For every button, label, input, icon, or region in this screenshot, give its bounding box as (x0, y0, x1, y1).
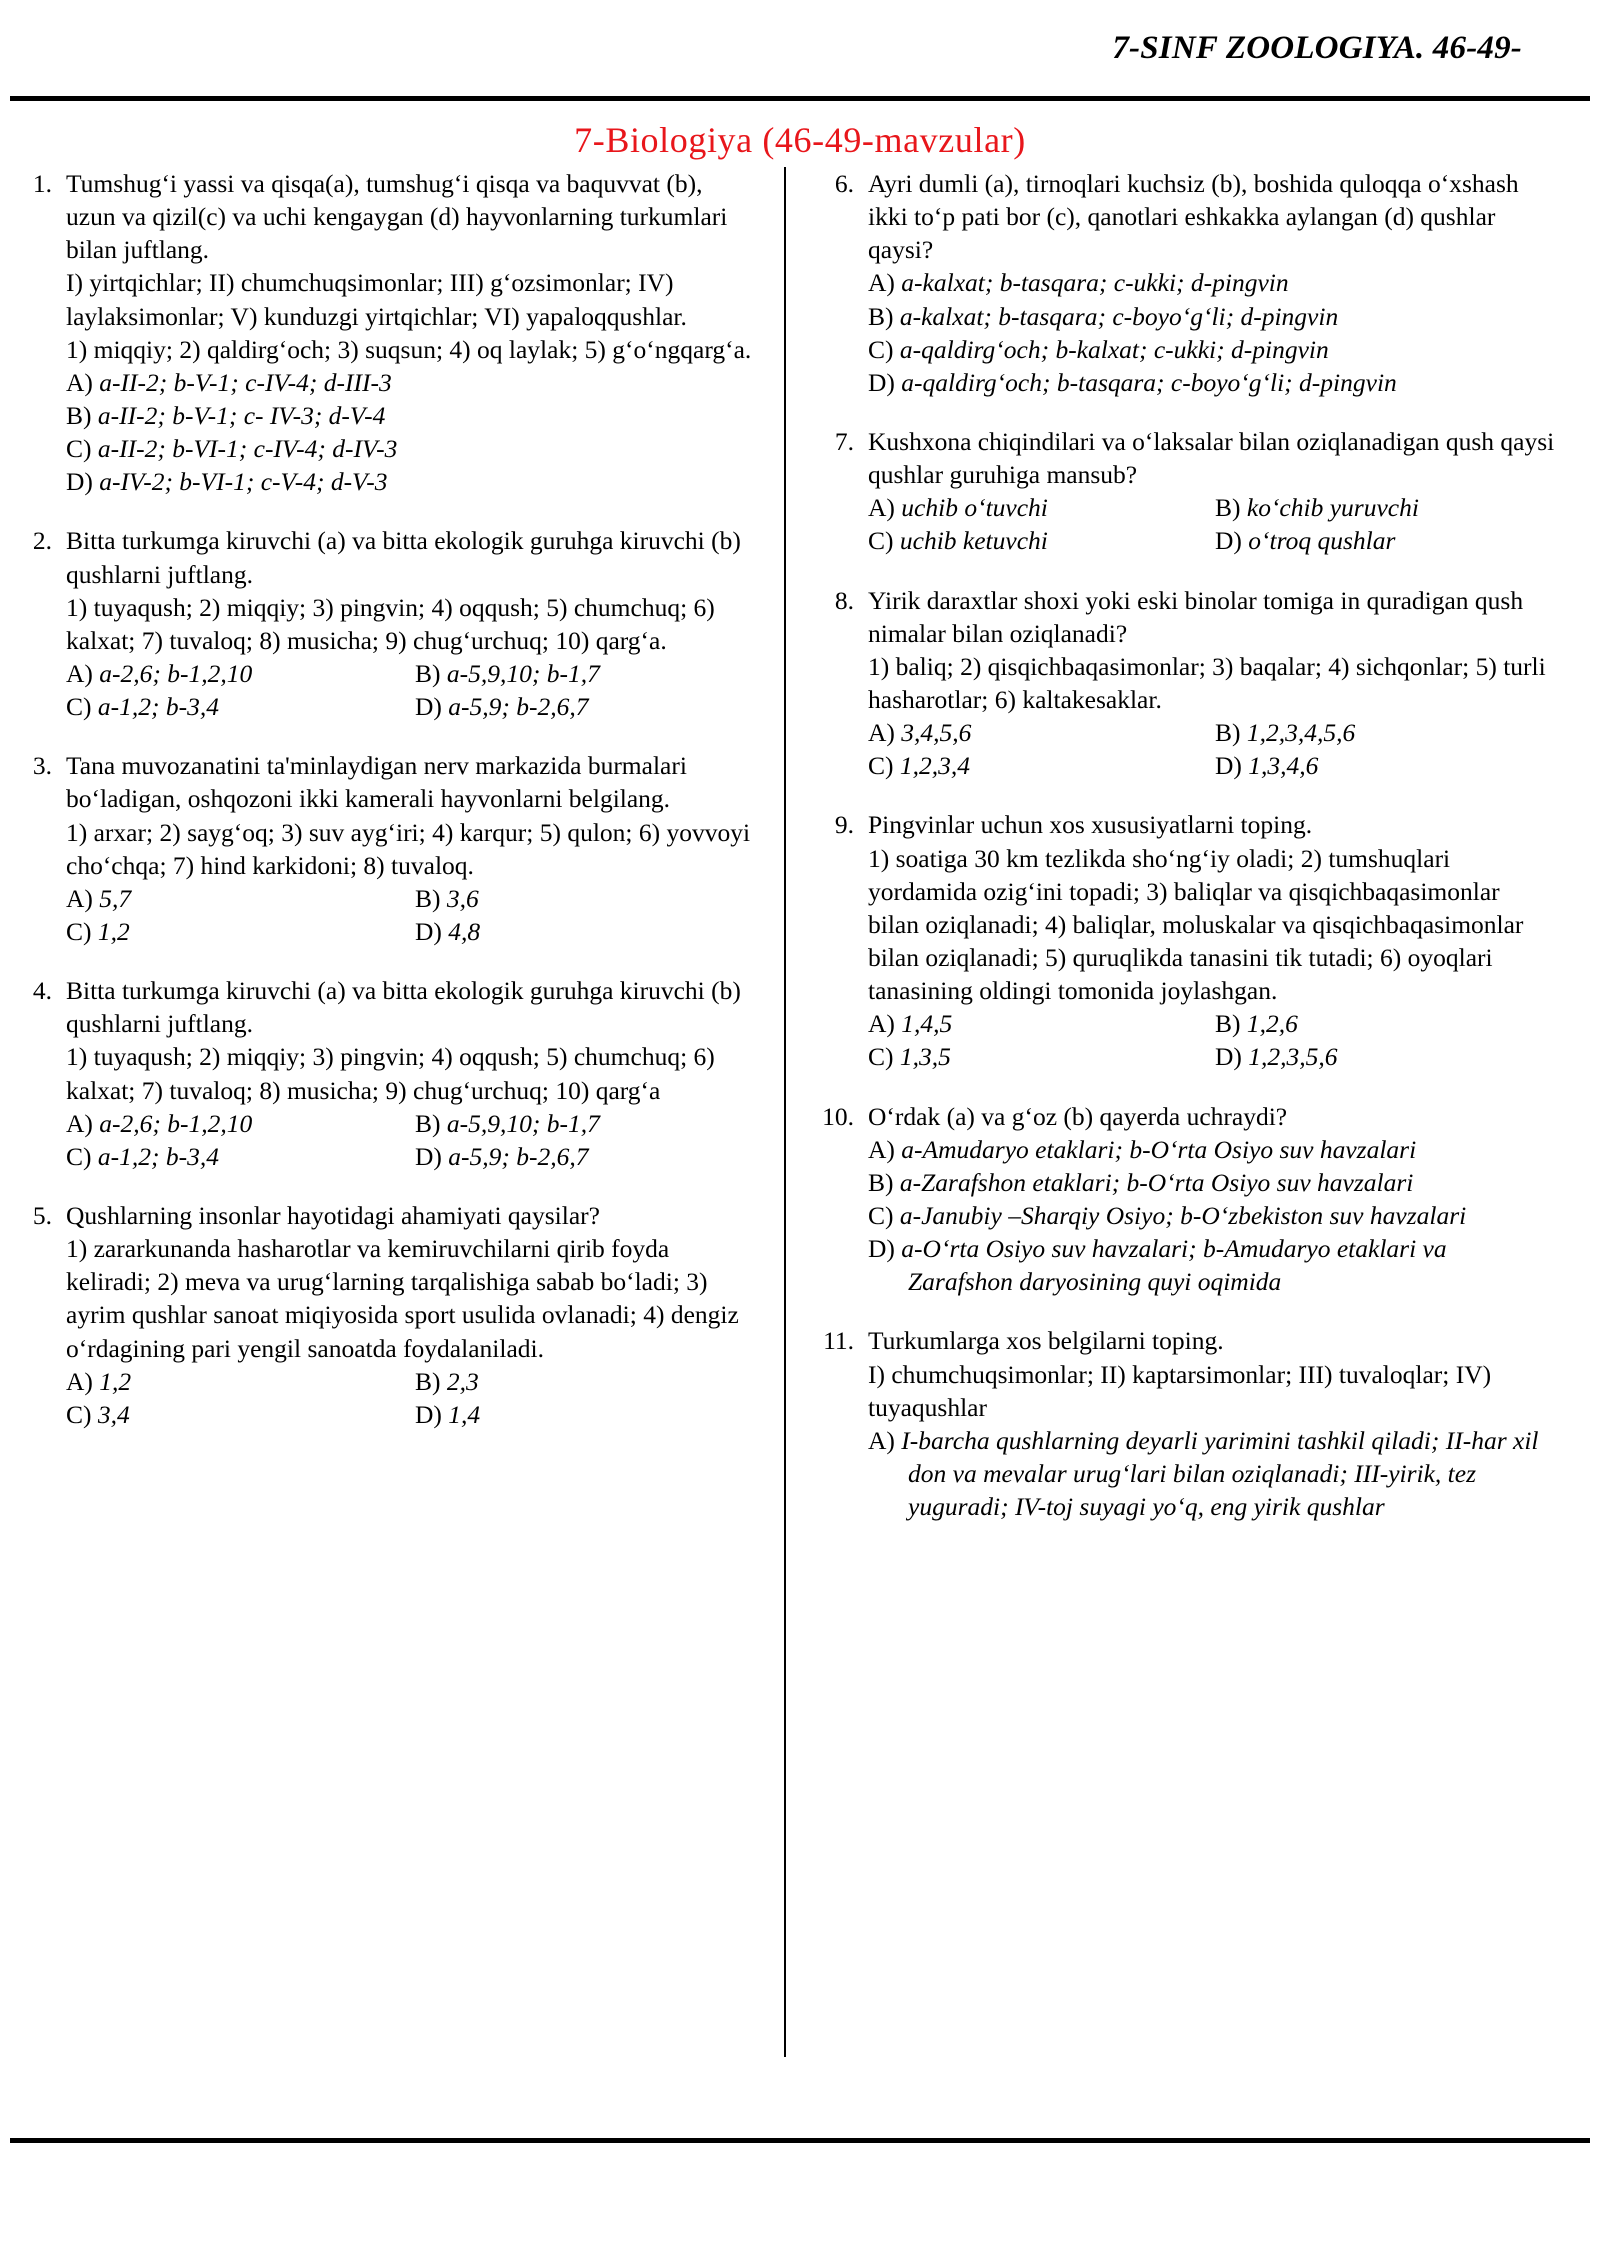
option-label: A) (66, 658, 93, 688)
option-label: B) (1215, 1009, 1241, 1039)
answer-options (66, 1365, 758, 1431)
question-stem: Tumshug‘i yassi va qisqa(a), tumshug‘i qisqa va baquvvat (b), uzun va qizil(c) va uchi kengaygan (d) hayvonlarning turkumlari bilan juftlang. (66, 169, 728, 265)
question-number: 11. (823, 1326, 854, 1356)
question-number: 8. (834, 585, 854, 615)
option-label: D) (66, 467, 93, 497)
option-label: A) (66, 1366, 93, 1396)
answer-options (868, 491, 1556, 557)
answer-option[interactable] (868, 1040, 1209, 1073)
question-number: 4. (32, 976, 52, 1006)
option-label: D) (415, 1141, 442, 1171)
option-text: 1,2,3,4,5,6 (1240, 718, 1356, 748)
option-label: B) (415, 658, 441, 688)
answer-option[interactable] (868, 1232, 1556, 1298)
question-number: 2. (32, 526, 52, 556)
option-label: B) (868, 301, 894, 331)
option-label: C) (868, 751, 894, 781)
option-label: D) (1215, 1042, 1242, 1072)
option-text: a-2,6; b-1,2,10 (92, 1108, 253, 1138)
answer-option[interactable] (66, 657, 409, 690)
question-stem: Ayri dumli (a), tirnoqlari kuchsiz (b), boshida quloqqa o‘xshash ikki to‘p pati bor (c), qanotlari eshkakka aylangan (d) qushlar qaysi? (868, 169, 1519, 265)
option-text: a-5,9,10; b-1,7 (440, 658, 600, 688)
left-column (14, 167, 784, 2057)
question-sublist: 1) zararkunanda hasharotlar va kemiruvchilarni qirib foyda keliradi; 2) meva va urug‘larning tarqalishiga sabab bo‘ladi; 3) ayrim qushlar sanoat miqiyosida sport usulida ovlanadi; 4) dengiz o‘rdagining pari yengil sanoatda foydalaniladi. (66, 1234, 739, 1363)
answer-option[interactable] (868, 1424, 1556, 1523)
answer-option[interactable] (1215, 491, 1556, 524)
question-item (14, 1199, 758, 1431)
answer-option[interactable] (868, 749, 1209, 782)
answer-options (66, 1107, 758, 1173)
question-number: 1. (32, 169, 52, 198)
option-text: 1,2 (92, 1366, 132, 1396)
option-label: D) (868, 1234, 895, 1264)
option-text: 5,7 (92, 883, 132, 913)
answer-option[interactable] (868, 716, 1209, 749)
option-label: D) (415, 692, 442, 722)
question-sublist: 1) miqqiy; 2) qaldirg‘och; 3) suqsun; 4) oq laylak; 5) g‘o‘ngqarg‘a. (66, 334, 752, 364)
option-label: B) (415, 1366, 441, 1396)
option-text: 3,6 (440, 883, 479, 913)
answer-option[interactable] (1215, 1007, 1556, 1040)
question-item (816, 1324, 1556, 1523)
question-item (816, 808, 1556, 1073)
option-label: C) (66, 434, 92, 464)
option-text: 3,4 (91, 1399, 130, 1429)
question-body (868, 167, 1556, 399)
option-label: A) (868, 1134, 895, 1164)
option-label: D) (415, 1399, 442, 1429)
option-label: B) (868, 1167, 894, 1197)
running-title: 7-SINF ZOOLOGIYA. 46-49- (1112, 29, 1522, 66)
option-label: C) (66, 1141, 92, 1171)
footer-rule (10, 2138, 1590, 2143)
answer-options (868, 1424, 1556, 1523)
answer-option[interactable] (66, 366, 758, 399)
option-text: 3,4,5,6 (894, 718, 972, 748)
option-text: a-IV-2; b-VI-1; c-V-4; d-V-3 (92, 467, 388, 497)
answer-option[interactable] (1215, 716, 1556, 749)
question-sublist: 1) tuyaqush; 2) miqqiy; 3) pingvin; 4) oqqush; 5) chumchuq; 6) kalxat; 7) tuvaloq; 8) musicha; 9) chug‘urchuq; 10) qarg‘a (66, 1042, 715, 1105)
option-text: uchib o‘tuvchi (894, 493, 1048, 523)
answer-option[interactable] (868, 266, 1556, 299)
option-text: a-II-2; b-VI-1; c-IV-4; d-IV-3 (91, 434, 398, 464)
question-item (14, 524, 758, 723)
answer-option[interactable] (415, 1365, 758, 1398)
option-label: B) (66, 400, 92, 430)
question-body (868, 425, 1556, 558)
option-label: B) (415, 1108, 441, 1138)
option-label: C) (868, 526, 894, 556)
option-text: 1,2 (91, 916, 130, 946)
option-label: D) (415, 916, 442, 946)
option-text: 4,8 (441, 916, 481, 946)
answer-option[interactable] (66, 465, 758, 498)
page-title: 7-Biologiya (46-49-mavzular) (574, 120, 1026, 160)
answer-option[interactable] (66, 915, 409, 948)
answer-option[interactable] (868, 491, 1209, 524)
answer-options (868, 1007, 1556, 1073)
question-sublist: 1) tuyaqush; 2) miqqiy; 3) pingvin; 4) oqqush; 5) chumchuq; 6) kalxat; 7) tuvaloq; 8) musicha; 9) chug‘urchuq; 10) qarg‘a. (66, 592, 715, 655)
option-label: B) (1215, 718, 1241, 748)
answer-option[interactable] (66, 690, 409, 723)
question-body (868, 584, 1556, 783)
answer-option[interactable] (415, 882, 758, 915)
answer-option[interactable] (868, 524, 1209, 557)
question-number: 6. (834, 169, 854, 198)
question-item (816, 584, 1556, 783)
option-text: 1,3,5 (893, 1042, 951, 1072)
question-stem: Bitta turkumga kiruvchi (a) va bitta ekologik guruhga kiruvchi (b) qushlarni juftlang. (66, 526, 741, 589)
option-text: a-Zarafshon etaklari; b-O‘rta Osiyo suv havzalari (893, 1167, 1414, 1197)
answer-option[interactable] (868, 300, 1556, 333)
option-label: C) (868, 334, 894, 364)
answer-option[interactable] (66, 1107, 409, 1140)
question-number: 10. (822, 1101, 854, 1131)
answer-option[interactable] (1215, 749, 1556, 782)
question-item (816, 1100, 1556, 1299)
question-body (66, 167, 758, 498)
answer-options (66, 882, 758, 948)
option-text: o‘troq qushlar (1241, 526, 1396, 556)
question-body (868, 808, 1556, 1073)
option-text: 1,3,4,6 (1241, 751, 1319, 781)
answer-option[interactable] (1215, 524, 1556, 557)
answer-option[interactable] (1215, 1040, 1556, 1073)
two-column-body (0, 167, 1600, 2057)
answer-option[interactable] (66, 432, 758, 465)
option-text: a-1,2; b-3,4 (91, 1141, 219, 1171)
option-text: a-5,9; b-2,6,7 (441, 1141, 589, 1171)
question-stem: Turkumlarga xos belgilarni toping. (868, 1326, 1224, 1356)
answer-option[interactable] (868, 366, 1556, 399)
question-stem: Tana muvozanatini ta'minlaydigan nerv markazida burmalari bo‘ladigan, oshqozoni ikki kamerali hayvonlarni belgilang. (66, 751, 687, 814)
option-text: 1,2,3,5,6 (1241, 1042, 1338, 1072)
option-text: a-kalxat; b-tasqara; c-boyo‘g‘li; d-pingvin (893, 301, 1339, 331)
question-body (868, 1100, 1556, 1299)
question-sublist: I) chumchuqsimonlar; II) kaptarsimonlar; III) tuvaloqlar; IV) tuyaqushlar (868, 1359, 1492, 1422)
answer-option[interactable] (415, 1107, 758, 1140)
question-number: 7. (834, 426, 854, 456)
option-text: a-II-2; b-V-1; c-IV-4; d-III-3 (92, 367, 392, 397)
question-sublist: I) yirtqichlar; II) chumchuqsimonlar; III) g‘ozsimonlar; IV) laylaksimonlar; V) kunduzgi yirtqichlar; VI) yapaloqqushlar. (66, 268, 687, 331)
answer-options (66, 657, 758, 723)
answer-option[interactable] (868, 1133, 1556, 1166)
answer-option[interactable] (415, 657, 758, 690)
page-header (0, 0, 1600, 96)
option-label: C) (66, 916, 92, 946)
option-label: B) (1215, 493, 1241, 523)
answer-option[interactable] (868, 333, 1556, 366)
option-label: A) (66, 1108, 93, 1138)
option-label: C) (66, 692, 92, 722)
option-text: a-qaldirg‘och; b-tasqara; c-boyo‘g‘li; d-pingvin (894, 367, 1397, 397)
option-text: a-qaldirg‘och; b-kalxat; c-ukki; d-pingvin (893, 334, 1329, 364)
option-label: D) (1215, 526, 1242, 556)
option-text: 1,4 (441, 1399, 481, 1429)
option-text: ko‘chib yuruvchi (1240, 493, 1419, 523)
answer-options (868, 1133, 1556, 1299)
option-label: A) (868, 493, 895, 523)
option-text: a-O‘rta Osiyo suv havzalari; b-Amudaryo etaklari va Zarafshon daryosining quyi oqimida (894, 1234, 1447, 1297)
answer-option[interactable] (868, 1007, 1209, 1040)
answer-options (868, 716, 1556, 782)
question-stem: Qushlarning insonlar hayotidagi ahamiyati qaysilar? (66, 1200, 600, 1230)
answer-option[interactable] (66, 399, 758, 432)
option-text: uchib ketuvchi (893, 526, 1048, 556)
option-text: I-barcha qushlarning deyarli yarimini tashkil qiladi; II-har xil don va mevalar urug‘lari bilan oziqlanadi; III-yirik, tez yuguradi; IV-toj suyagi yo‘q, eng yirik qushlar (894, 1425, 1539, 1522)
question-stem: Kushxona chiqindilari va o‘laksalar bilan oziqlanadigan qush qaysi qushlar guruhiga mansub? (868, 426, 1555, 490)
option-text: a-1,2; b-3,4 (91, 692, 219, 722)
answer-option[interactable] (66, 1140, 409, 1173)
answer-option[interactable] (66, 1365, 409, 1398)
answer-options (66, 366, 758, 499)
answer-option[interactable] (415, 690, 758, 723)
option-label: B) (415, 883, 441, 913)
option-text: a-II-2; b-V-1; c- IV-3; d-V-4 (91, 400, 386, 430)
answer-option[interactable] (415, 915, 758, 948)
answer-option[interactable] (415, 1140, 758, 1173)
question-item (14, 974, 758, 1173)
question-stem: Bitta turkumga kiruvchi (a) va bitta ekologik guruhga kiruvchi (b) qushlarni juftlang. (66, 976, 741, 1039)
option-label: A) (868, 268, 895, 298)
question-number: 9. (834, 810, 854, 840)
answer-option[interactable] (66, 882, 409, 915)
question-body (66, 524, 758, 723)
question-body (868, 1324, 1556, 1523)
question-stem: Pingvinlar uchun xos xususiyatlarni toping. (868, 810, 1313, 840)
option-text: a-5,9; b-2,6,7 (441, 692, 589, 722)
option-text: 1,4,5 (894, 1009, 953, 1039)
question-body (66, 749, 758, 948)
option-label: D) (868, 367, 895, 397)
question-body (66, 1199, 758, 1431)
option-text: 1,2,3,4 (893, 751, 970, 781)
option-label: C) (868, 1042, 894, 1072)
option-label: A) (66, 367, 93, 397)
question-stem: Yirik daraxtlar shoxi yoki eski binolar tomiga in quradigan qush nimalar bilan oziqlanadi? (868, 585, 1524, 648)
answer-option[interactable] (66, 1398, 409, 1431)
question-item (14, 749, 758, 948)
answer-option[interactable] (868, 1199, 1556, 1232)
answer-option[interactable] (868, 1166, 1556, 1199)
option-label: A) (868, 718, 895, 748)
question-number: 5. (32, 1200, 52, 1230)
option-label: A) (66, 883, 93, 913)
question-item (816, 425, 1556, 558)
question-sublist: 1) baliq; 2) qisqichbaqasimonlar; 3) baqalar; 4) sichqonlar; 5) turli hasharotlar; 6) kaltakesaklar. (868, 651, 1546, 714)
question-sublist: 1) arxar; 2) sayg‘oq; 3) suv ayg‘iri; 4) karqur; 5) qulon; 6) yovvoyi cho‘chqa; 7) hind karkidoni; 8) tuvaloq. (66, 817, 751, 880)
question-item (14, 167, 758, 498)
option-text: a-5,9,10; b-1,7 (440, 1108, 600, 1138)
option-text: 2,3 (440, 1366, 479, 1396)
question-sublist: 1) soatiga 30 km tezlikda sho‘ng‘iy oladi; 2) tumshuqlari yordamida ozig‘ini topadi; 3) baliqlar va qisqichbaqasimonlar bilan oziqlanadi; 4) baliqlar, moluskalar va qisqichbaqasimonlar bilan oziqlanadi; 5) quruqlikda tanasini tik tutadi; 6) oyoqlari tanasining oldingi tomonida joylashgan. (868, 843, 1524, 1006)
option-text: a-kalxat; b-tasqara; c-ukki; d-pingvin (894, 268, 1289, 298)
question-body (66, 974, 758, 1173)
option-label: C) (66, 1399, 92, 1429)
right-column (786, 167, 1556, 2057)
option-text: a-Amudaryo etaklari; b-O‘rta Osiyo suv havzalari (894, 1134, 1417, 1164)
option-label: A) (868, 1425, 895, 1455)
option-text: 1,2,6 (1240, 1009, 1298, 1039)
question-item (816, 167, 1556, 399)
option-text: a-2,6; b-1,2,10 (92, 658, 253, 688)
answer-option[interactable] (415, 1398, 758, 1431)
answer-options (868, 266, 1556, 399)
option-label: D) (1215, 751, 1242, 781)
option-text: a-Janubiy –Sharqiy Osiyo; b-O‘zbekiston suv havzalari (893, 1200, 1467, 1230)
question-number: 3. (32, 751, 52, 781)
option-label: C) (868, 1200, 894, 1230)
option-label: A) (868, 1009, 895, 1039)
question-stem: O‘rdak (a) va g‘oz (b) qayerda uchraydi? (868, 1101, 1288, 1131)
